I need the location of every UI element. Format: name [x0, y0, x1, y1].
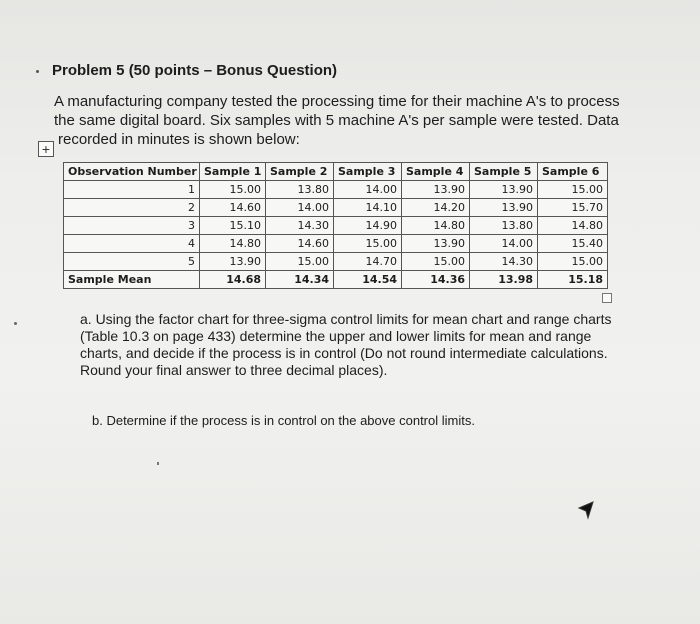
column-header: Sample 6 [538, 163, 608, 181]
column-header: Sample 3 [334, 163, 402, 181]
column-header: Observation Number [64, 163, 200, 181]
table-cell: 14.80 [402, 217, 470, 235]
intro-line: recorded in minutes is shown below: [58, 131, 300, 148]
table-cell: 13.90 [200, 253, 266, 271]
question-a-line: Round your final answer to three decimal places). [80, 362, 388, 378]
table-header-row [64, 163, 608, 181]
table-cell: 14.80 [538, 217, 608, 235]
observation-number: 5 [64, 253, 200, 271]
table-cell: 14.60 [200, 199, 266, 217]
table-cell: 13.80 [470, 217, 538, 235]
table-cell: 13.90 [402, 181, 470, 199]
table-cell: 14.80 [200, 235, 266, 253]
sample-mean-label: Sample Mean [64, 271, 200, 289]
question-a-line: a. Using the factor chart for three-sigma control limits for mean chart and range charts [80, 311, 612, 327]
question-b: b. Determine if the process is in control on the above control limits. [92, 413, 475, 428]
sample-mean-value: 13.98 [470, 271, 538, 289]
table-resize-handle-icon[interactable] [602, 293, 612, 303]
sample-mean-value: 14.34 [266, 271, 334, 289]
sample-mean-value: 14.54 [334, 271, 402, 289]
table-cell: 13.90 [470, 199, 538, 217]
sample-mean-row [64, 271, 608, 289]
table-cell: 14.30 [470, 253, 538, 271]
column-header: Sample 4 [402, 163, 470, 181]
table-cell: 15.10 [200, 217, 266, 235]
table-cell: 14.70 [334, 253, 402, 271]
table-cell: 14.00 [266, 199, 334, 217]
table-cell: 15.00 [200, 181, 266, 199]
observation-number: 2 [64, 199, 200, 217]
intro-line: the same digital board. Six samples with 5 machine A's per sample were tested. Data [54, 112, 619, 129]
table-cell: 15.00 [266, 253, 334, 271]
question-a-line: (Table 10.3 on page 433) determine the upper and lower limits for mean and range [80, 328, 592, 344]
bullet-dot [36, 70, 39, 73]
table-cell: 15.00 [334, 235, 402, 253]
column-header: Sample 1 [200, 163, 266, 181]
sample-mean-value: 14.36 [402, 271, 470, 289]
question-a [80, 311, 640, 379]
intro-line: A manufacturing company tested the processing time for their machine A's to process [54, 93, 620, 110]
table-cell: 14.20 [402, 199, 470, 217]
table-row [64, 253, 608, 271]
table-cell: 14.30 [266, 217, 334, 235]
observation-number: 4 [64, 235, 200, 253]
problem-intro [54, 92, 684, 149]
table-cell: 15.00 [538, 181, 608, 199]
table-cell: 15.70 [538, 199, 608, 217]
table-cell: 13.90 [470, 181, 538, 199]
table-cell: 15.40 [538, 235, 608, 253]
table-move-handle-icon[interactable]: + [38, 141, 54, 157]
text-caret [157, 462, 159, 465]
table-cell: 14.10 [334, 199, 402, 217]
table-cell: 15.00 [538, 253, 608, 271]
table-row [64, 217, 608, 235]
table-cell: 14.90 [334, 217, 402, 235]
table-cell: 13.80 [266, 181, 334, 199]
sample-mean-value: 14.68 [200, 271, 266, 289]
table-cell: 14.00 [334, 181, 402, 199]
mouse-cursor-icon [577, 500, 597, 522]
question-a-line: charts, and decide if the process is in control (Do not round intermediate calculations. [80, 345, 608, 361]
column-header: Sample 5 [470, 163, 538, 181]
table-row [64, 181, 608, 199]
problem-title: Problem 5 (50 points – Bonus Question) [52, 62, 338, 79]
table-cell: 14.00 [470, 235, 538, 253]
observation-number: 3 [64, 217, 200, 235]
table-row [64, 235, 608, 253]
table-row [64, 199, 608, 217]
table-cell: 15.00 [402, 253, 470, 271]
observation-table [63, 162, 608, 289]
sample-mean-value: 15.18 [538, 271, 608, 289]
column-header: Sample 2 [266, 163, 334, 181]
observation-number: 1 [64, 181, 200, 199]
bullet-dot [14, 322, 17, 325]
table-cell: 13.90 [402, 235, 470, 253]
table-cell: 14.60 [266, 235, 334, 253]
